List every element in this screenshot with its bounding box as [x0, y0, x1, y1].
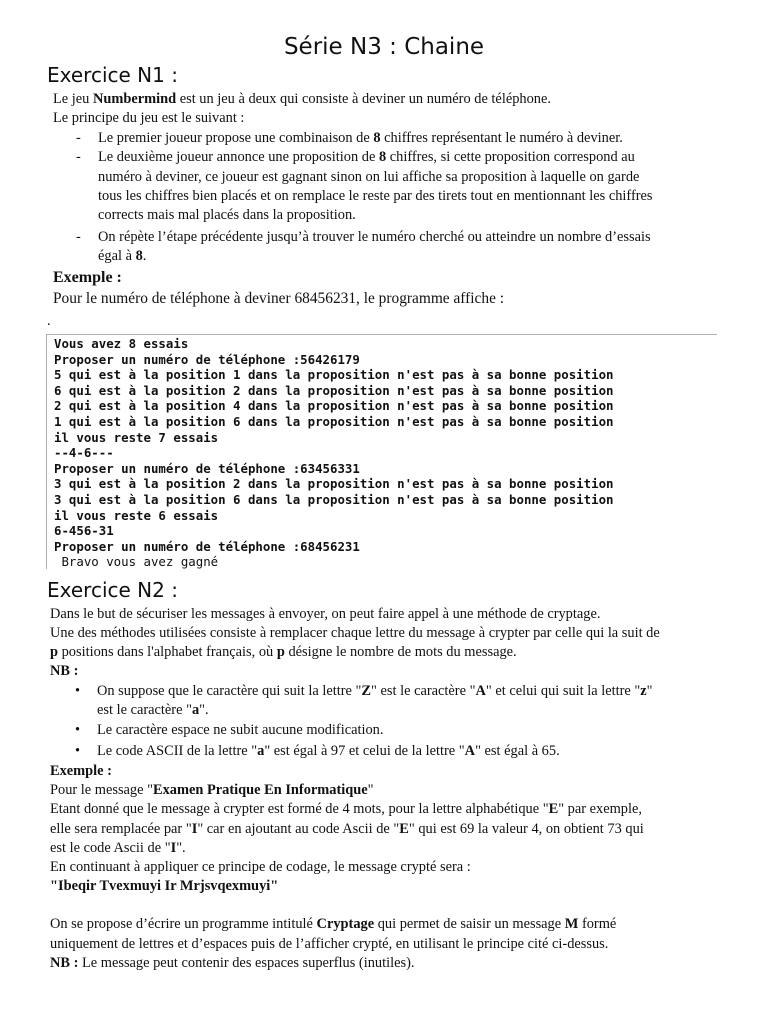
- ex2-ex-l4-text-b: ".: [176, 840, 186, 856]
- console-line: 6 qui est à la position 2 dans la proposition n'est pas à sa bonne position: [54, 382, 614, 398]
- exercise-2-heading: Exercice N2 :: [47, 578, 178, 602]
- ex1-intro: [53, 90, 551, 109]
- ex2-note-2: Le caractère espace ne subit aucune modification.: [97, 722, 384, 738]
- ex1-b1-text-b: chiffres représentant le numéro à deviner.: [380, 130, 623, 146]
- console-line: Bravo vous avez gagné: [54, 554, 219, 570]
- ex2-note-1-line-2: [97, 701, 209, 720]
- ex2-p-bold-2: p: [276, 644, 285, 660]
- console-output: [46, 334, 717, 569]
- ex1-bullet-3-line-2: [98, 247, 146, 266]
- console-line: Vous avez 8 essais: [54, 336, 189, 351]
- ex1-bullet-1: [98, 129, 623, 148]
- ex2-example-line-3: [50, 820, 644, 839]
- ex1-b3-bold: 8: [135, 248, 143, 264]
- bullet-dot: •: [75, 743, 81, 759]
- console-line: il vous reste 7 essais: [54, 429, 219, 445]
- console-line: 5 qui est à la position 1 dans la proposition n'est pas à sa bonne position: [54, 367, 614, 383]
- console-line: 3 qui est à la position 6 dans la proposition n'est pas à sa bonne position: [54, 492, 614, 507]
- bullet-dash: -: [76, 130, 81, 146]
- ex2-example-line-5: En continuant à appliquer ce principe de codage, le message crypté sera :: [50, 859, 471, 875]
- ex2-ex-l2-E: E: [548, 801, 559, 817]
- ex1-b1-text-a: Le premier joueur propose une combinaison de: [98, 130, 374, 146]
- ex2-n3-a: a: [257, 743, 265, 759]
- ex2-ex-l4-I: I: [170, 840, 177, 856]
- ex1-intro-text-b: est un jeu à deux qui consiste à deviner un numéro de téléphone.: [176, 91, 551, 107]
- ex1-b3-text-a: égal à: [98, 248, 136, 264]
- ex2-program-name: Cryptage: [316, 916, 375, 932]
- ex2-p1: Dans le but de sécuriser les messages à envoyer, on peut faire appel à une méthode de cryptage.: [50, 606, 601, 622]
- ex2-task-M: M: [564, 916, 579, 932]
- console-line: --4-6---: [54, 445, 114, 461]
- bullet-dot: •: [75, 722, 81, 738]
- ex2-p2-text-a: positions dans l'alphabet français, où: [58, 644, 277, 660]
- ex2-p2-text-b: désigne le nombre de mots du message.: [284, 644, 517, 660]
- ex2-n1-a: a: [191, 702, 200, 718]
- ex2-n1-l2-text-b: ".: [199, 702, 209, 718]
- ex2-n1-A: A: [475, 683, 486, 699]
- console-line: Proposer un numéro de téléphone :63456331: [54, 460, 360, 476]
- ex1-b1-bold: 8: [373, 130, 381, 146]
- ex2-task-line-1: [50, 915, 616, 934]
- ex2-example-label: Exemple :: [50, 763, 112, 779]
- ex2-ex-l2-text-b: " par exemple,: [558, 801, 642, 817]
- ex2-task-text-a: On se propose d’écrire un programme intitulé: [50, 916, 317, 932]
- ex2-example-line-4: [50, 839, 186, 858]
- ex2-note-3: [97, 742, 560, 761]
- console-line: Proposer un numéro de téléphone :56426179: [54, 351, 360, 367]
- ex2-ex-l3-text-a: elle sera remplacée par ": [50, 821, 192, 837]
- ex2-task-line-3: [50, 954, 414, 973]
- ex1-intro-text-a: Le jeu: [53, 91, 93, 107]
- ex2-p2-line-1: Une des méthodes utilisées consiste à remplacer chaque lettre du message à crypter par celle qui la suit de: [50, 625, 660, 641]
- ex2-p-bold: p: [50, 644, 59, 660]
- ex2-ex-l3-text-c: " qui est 69 la valeur 4, on obtient 73 qui: [408, 821, 644, 837]
- ex2-example-line-1: [50, 781, 374, 800]
- ex2-note-1-line-1: [97, 682, 653, 701]
- ex2-n1-text-d: ": [646, 683, 653, 699]
- console-line: Proposer un numéro de téléphone :68456231: [54, 538, 360, 554]
- ex2-n3-text-a: Le code ASCII de la lettre ": [97, 743, 258, 759]
- ex1-b2-text-b: chiffres, si cette proposition correspond au: [386, 149, 635, 165]
- console-line: 3 qui est à la position 2 dans la proposition n'est pas à sa bonne position: [54, 476, 614, 492]
- ex2-example-line-2: [50, 800, 642, 819]
- ex2-task-nb: NB :: [50, 955, 79, 971]
- ex2-p2-line-2: [50, 643, 517, 662]
- ex2-encrypted-message: "Ibeqir Tvexmuyi Ir Mrjsvqexmuyi": [50, 878, 279, 894]
- ex1-bullet-2-line-2: numéro à deviner, ce joueur est gagnant sinon on lui affiche sa proposition à laquelle on garde: [98, 169, 640, 185]
- ex1-bullet-2-line-4: corrects mais mal placés dans la proposition.: [98, 207, 356, 223]
- bullet-dot: •: [75, 683, 81, 699]
- ex2-ex-l2-text-a: Etant donné que le message à crypter est formé de 4 mots, pour la lettre alphabétique ": [50, 801, 549, 817]
- console-line: il vous reste 6 essais: [54, 507, 219, 523]
- ex2-task-text-nb: Le message peut contenir des espaces superflus (inutiles).: [78, 955, 415, 971]
- ex2-ex-l1-text-b: ": [367, 782, 374, 798]
- ex2-ex-l3-text-b: " car en ajoutant au code Ascii de ": [197, 821, 400, 837]
- ex1-intro-bold: Numbermind: [92, 91, 177, 107]
- ex1-principle: Le principe du jeu est le suivant :: [53, 110, 245, 126]
- ex2-ex-l4-text-a: est le code Ascii de ": [50, 840, 171, 856]
- exercise-1-heading: Exercice N1 :: [47, 63, 178, 87]
- ex2-ex-l3-E: E: [399, 821, 409, 837]
- ex2-n3-A: A: [464, 743, 476, 759]
- ex2-n1-Z: Z: [361, 683, 372, 699]
- ex1-b2-bold: 8: [378, 149, 387, 165]
- ex1-bullet-3-line-1: On répète l’étape précédente jusqu’à trouver le numéro cherché ou atteindre un nombre d’essais: [98, 229, 651, 245]
- bullet-dash: -: [76, 229, 81, 245]
- ex1-example-text: Pour le numéro de téléphone à deviner 68456231, le programme affiche :: [53, 290, 505, 307]
- ex2-task-line-2: uniquement de lettres et d’espaces puis de l’afficher crypté, en utilisant le principe cité ci-dessus.: [50, 936, 609, 952]
- ex2-n1-z: z: [640, 683, 647, 699]
- ex2-n1-text-a: On suppose que le caractère qui suit la lettre ": [97, 683, 362, 699]
- ex2-n1-text-c: " et celui qui suit la lettre ": [485, 683, 641, 699]
- ex2-nb-label: NB :: [50, 663, 79, 679]
- console-line: 2 qui est à la position 4 dans la proposition n'est pas à sa bonne position: [54, 398, 614, 414]
- ex2-n3-text-b: " est égal à 97 et celui de la lettre ": [264, 743, 465, 759]
- stray-dot: .: [47, 313, 51, 329]
- ex2-ex-l3-I: I: [191, 821, 198, 837]
- ex2-task-text-c: formé: [578, 916, 617, 932]
- console-line: 6-456-31: [54, 523, 114, 539]
- ex2-n1-text-b: " est le caractère ": [371, 683, 476, 699]
- ex1-bullet-2-line-3: tous les chiffres bien placés et on remplace le reste par des tirets tout en mentionnant les chiffres: [98, 188, 653, 204]
- ex2-n3-text-c: " est égal à 65.: [475, 743, 560, 759]
- ex2-task-text-b: qui permet de saisir un message: [374, 916, 565, 932]
- page-title: Série N3 : Chaine: [283, 34, 485, 60]
- ex1-b2-text-a: Le deuxième joueur annonce une proposition de: [98, 149, 379, 165]
- ex1-b3-text-b: .: [142, 248, 147, 264]
- bullet-dash: -: [76, 149, 81, 165]
- ex1-bullet-2-line-1: [98, 148, 635, 167]
- console-line: 1 qui est à la position 6 dans la proposition n'est pas à sa bonne position: [54, 414, 614, 429]
- ex2-ex-l1-text-a: Pour le message ": [50, 782, 153, 798]
- ex2-n1-l2-text-a: est le caractère ": [97, 702, 192, 718]
- ex1-example-label: Exemple :: [53, 269, 122, 286]
- ex2-example-message: Examen Pratique En Informatique: [153, 782, 368, 798]
